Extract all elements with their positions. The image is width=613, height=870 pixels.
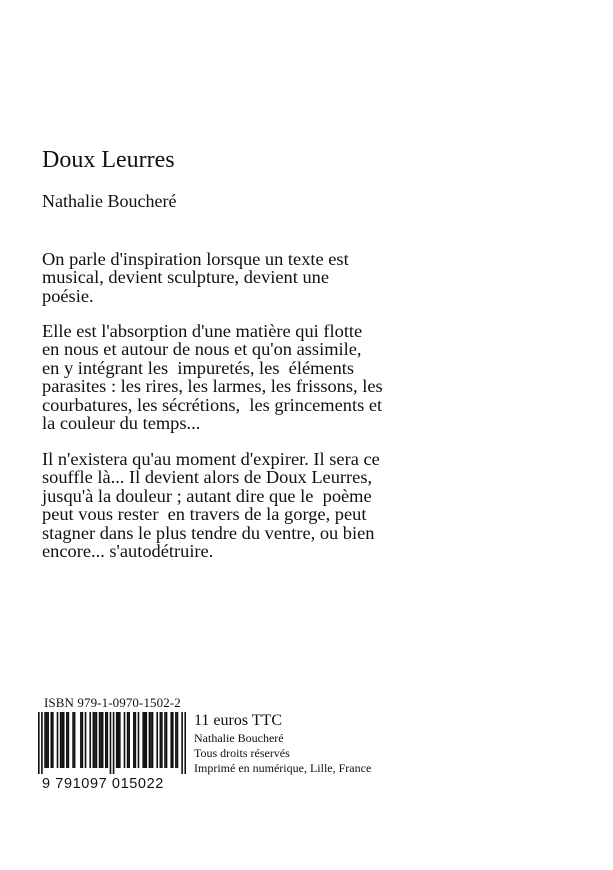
barcode-bar: [149, 712, 151, 768]
barcode-bar: [57, 712, 59, 768]
barcode-bar: [116, 712, 118, 768]
barcode-bar: [89, 712, 91, 768]
barcode-bar: [72, 712, 74, 768]
barcode-bar: [160, 712, 162, 768]
barcode-bar: [61, 712, 63, 768]
rights-notice: Tous droits réservés: [194, 746, 290, 760]
barcode-bar: [41, 712, 43, 774]
printing-notice: Imprimé en numérique, Lille, France: [194, 761, 372, 775]
book-author: Nathalie Boucheré: [42, 191, 177, 211]
barcode-bar: [152, 712, 154, 768]
barcode-bar: [99, 712, 101, 768]
barcode-bar: [96, 712, 98, 768]
paragraph-3: [42, 450, 602, 560]
text-line: musical, devient sculpture, devient une: [42, 267, 330, 288]
barcode-bar: [119, 712, 121, 768]
text-line: en y intégrant les impuretés, les éléments: [42, 357, 355, 378]
barcode-digits: 9 791097 015022: [42, 776, 164, 792]
barcode-bar: [142, 712, 144, 768]
barcode-bar: [156, 712, 158, 768]
colophon-author: Nathalie Boucheré: [194, 731, 284, 745]
barcode-bar: [164, 712, 166, 768]
barcode-bar: [63, 712, 65, 768]
text-line: en nous et autour de nous et qu'on assimile,: [42, 339, 362, 360]
barcode-bar: [161, 712, 163, 768]
barcode-bar: [38, 712, 40, 774]
text-line: courbatures, les sécrétions, les grincements et: [42, 394, 383, 415]
barcode-bar: [74, 712, 76, 768]
barcode-bar: [175, 712, 177, 768]
barcode-bar: [128, 712, 130, 768]
barcode-bar: [117, 712, 119, 768]
text-line: jusqu'à la douleur ; autant dire que le poème: [42, 485, 372, 506]
barcode-bar: [105, 712, 107, 768]
barcode-bar: [177, 712, 179, 768]
paragraph-1: [42, 250, 602, 305]
isbn-label: ISBN 979-1-0970-1502-2: [44, 695, 181, 710]
barcode-bar: [150, 712, 152, 768]
barcode-bar: [110, 712, 112, 774]
barcode-bar: [145, 712, 147, 768]
barcode-bar: [47, 712, 49, 768]
barcode-bar: [102, 712, 104, 768]
barcode-bar: [100, 712, 102, 768]
barcode-bar: [181, 712, 183, 774]
barcode-bar: [82, 712, 84, 768]
barcode-bar: [80, 712, 82, 768]
barcode-bar: [93, 712, 95, 768]
isbn-barcode: [38, 712, 186, 774]
barcode-bar: [144, 712, 146, 768]
text-line: souffle là... Il devient alors de Doux Leurres,: [42, 467, 373, 488]
text-line: stagner dans le plus tendre du ventre, ou bien: [42, 522, 375, 543]
barcode-bar: [166, 712, 168, 768]
barcode-bar: [113, 712, 115, 774]
barcode-bar: [66, 712, 68, 768]
barcode-bar: [52, 712, 54, 768]
barcode-bar: [138, 712, 140, 768]
barcode-bar: [94, 712, 96, 768]
text-line: On parle d'inspiration lorsque un texte est: [42, 249, 349, 269]
text-line: la couleur du temps...: [42, 413, 201, 434]
barcode-bar: [50, 712, 52, 768]
text-line: poésie.: [42, 285, 94, 306]
barcode-bar: [127, 712, 129, 768]
barcode-bar: [46, 712, 48, 768]
barcode-bar: [170, 712, 172, 768]
paragraph-2: [42, 322, 602, 432]
text-line: encore... s'autodétruire.: [42, 541, 214, 562]
barcode-bar: [172, 712, 174, 768]
text-line: parasites : les rires, les larmes, les frissons, les: [42, 376, 383, 397]
text-line: Elle est l'absorption d'une matière qui flotte: [42, 321, 363, 341]
barcode-bar: [124, 712, 126, 768]
barcode-bar: [68, 712, 70, 768]
barcode-bar: [184, 712, 186, 774]
barcode-bar: [107, 712, 109, 768]
book-title: Doux Leurres: [42, 147, 175, 173]
text-line: Il n'existera qu'au moment d'expirer. Il sera ce: [42, 449, 380, 469]
text-line: peut vous rester en travers de la gorge, peut: [42, 504, 367, 525]
barcode-bar: [135, 712, 137, 768]
price: 11 euros TTC: [194, 712, 282, 729]
barcode-bar: [60, 712, 62, 768]
barcode-bar: [85, 712, 87, 768]
barcode-bar: [44, 712, 46, 768]
barcode-bar: [133, 712, 135, 768]
